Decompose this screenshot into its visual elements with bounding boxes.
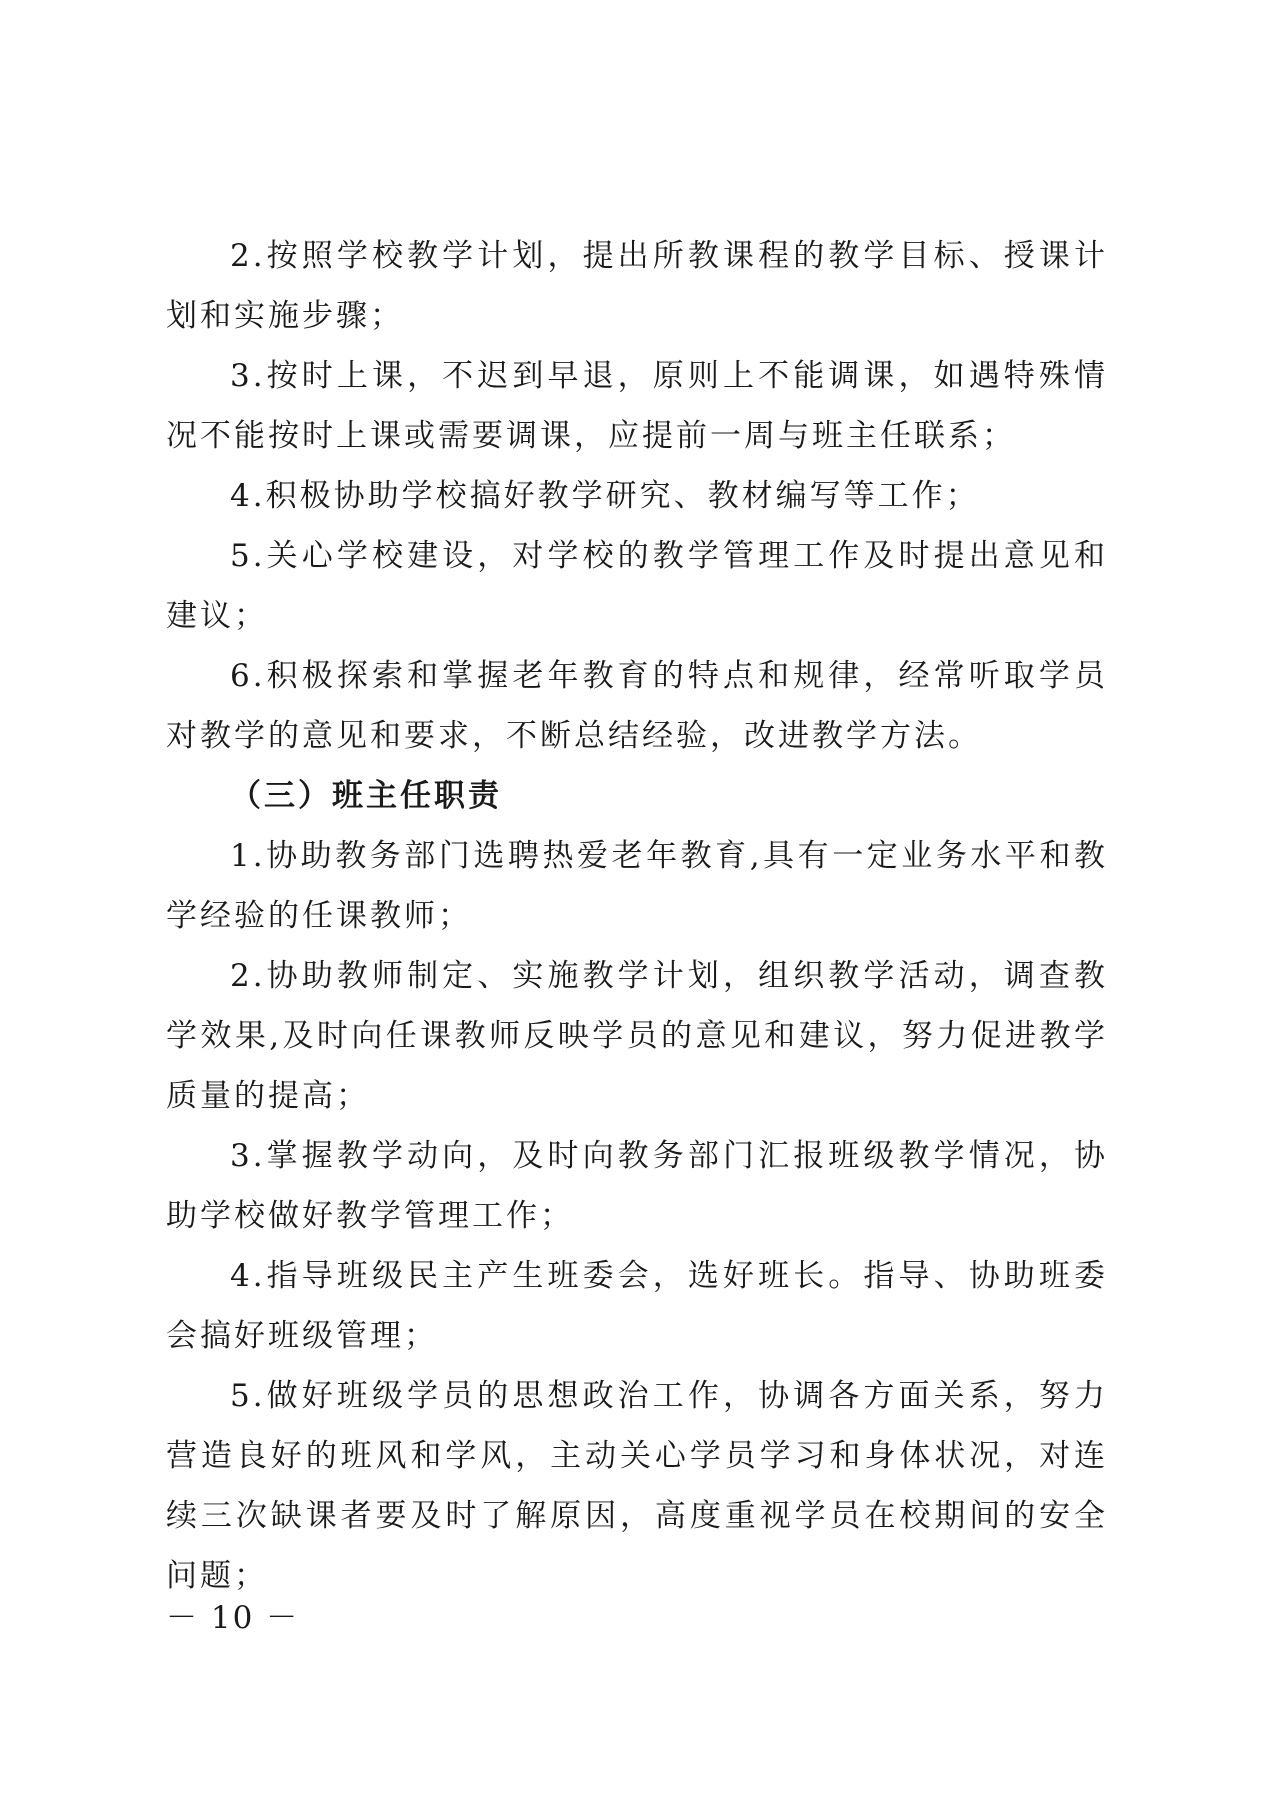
paragraph-item-2: 2.按照学校教学计划，提出所教课程的教学目标、授课计划和实施步骤； [166,238,1108,334]
paragraph-item-6: 6.积极探索和掌握老年教育的特点和规律，经常听取学员对教学的意见和要求，不断总结经验，改进教学方法。 [166,658,1108,754]
duty-item-3: 3.掌握教学动向，及时向教务部门汇报班级教学情况，协助学校做好教学管理工作； [166,1138,1108,1234]
paragraph-item-3: 3.按时上课，不迟到早退，原则上不能调课，如遇特殊情况不能按时上课或需要调课，应提前一周与班主任联系； [166,358,1108,454]
duty-item-2: 2.协助教师制定、实施教学计划，组织教学活动，调查教学效果,及时向任课教师反映学员的意见和建议，努力促进教学质量的提高； [166,958,1108,1114]
duty-item-5: 5.做好班级学员的思想政治工作，协调各方面关系，努力营造良好的班风和学风，主动关心学员学习和身体状况，对连续三次缺课者要及时了解原因，高度重视学员在校期间的安全问题； [166,1378,1108,1594]
document-body [166,226,1108,1606]
duty-item-4: 4.指导班级民主产生班委会，选好班长。指导、协助班委会搞好班级管理； [166,1258,1108,1354]
page-number: － 10 － [166,1600,300,1636]
section-heading: （三）班主任职责 [230,778,502,814]
paragraph-item-4: 4.积极协助学校搞好教学研究、教材编写等工作； [230,478,980,514]
duty-item-1: 1.协助教务部门选聘热爱老年教育,具有一定业务水平和教学经验的任课教师； [166,838,1108,934]
paragraph-item-5: 5.关心学校建设，对学校的教学管理工作及时提出意见和建议； [166,538,1108,634]
